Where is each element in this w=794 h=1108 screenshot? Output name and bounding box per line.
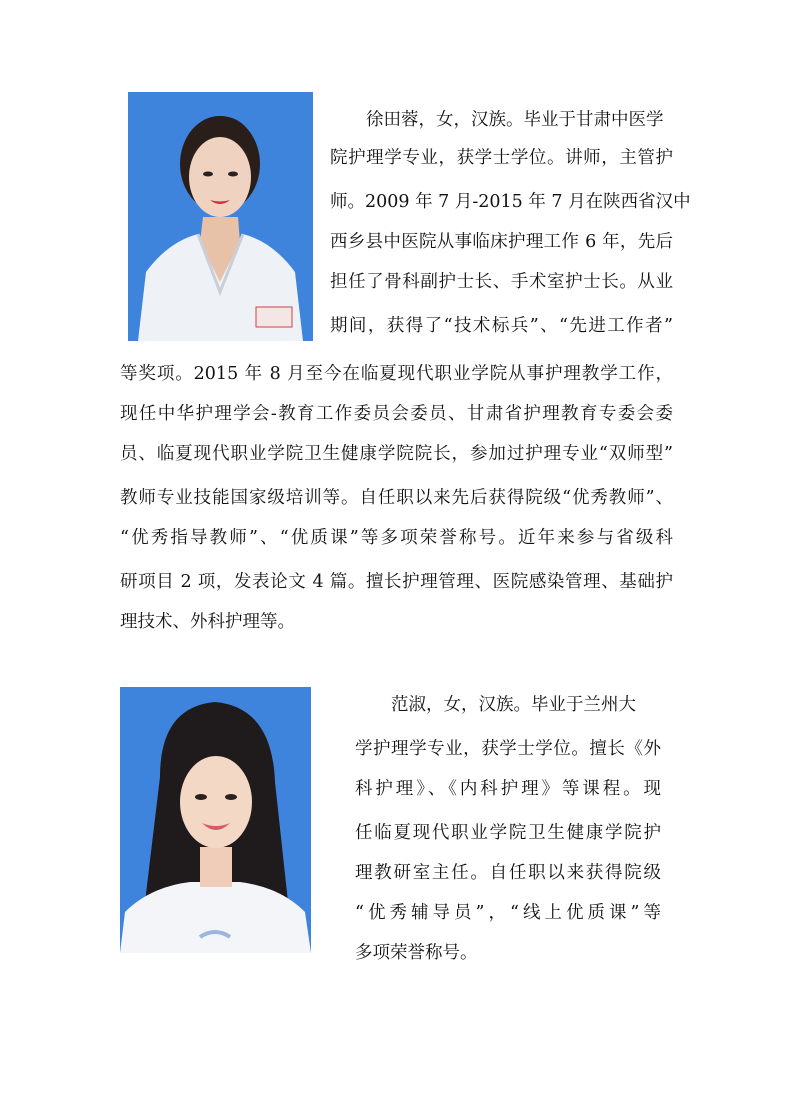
bio-line: “优秀辅导员”，“线上优质课”等 bbox=[355, 903, 661, 923]
bio-line: 院护理学专业，获学士学位。讲师，主管护 bbox=[330, 148, 673, 168]
bio-line: 徐田蓉，女，汉族。毕业于甘肃中医学 bbox=[366, 110, 664, 130]
bio-line: 期间，获得了“技术标兵”、“先进工作者” bbox=[330, 316, 673, 336]
bio-line: 现任中华护理学会-教育工作委员会委员、甘肃省护理教育专委会委 bbox=[120, 404, 673, 424]
bio-line: 西乡县中医院从事临床护理工作 6 年，先后 bbox=[330, 232, 673, 252]
bio-line: 等奖项。2015 年 8 月至今在临夏现代职业学院从事护理教学工作， bbox=[120, 364, 673, 384]
portrait-photo-1 bbox=[128, 92, 313, 341]
bio-line: 科护理》、《内科护理》等课程。现 bbox=[355, 779, 661, 799]
bio-line: 任临夏现代职业学院卫生健康学院护 bbox=[355, 823, 661, 843]
bio-line: 多项荣誉称号。 bbox=[355, 943, 478, 963]
bio-line: 学护理学专业，获学士学位。擅长《外 bbox=[355, 739, 661, 759]
bio-line: 范淑，女，汉族。毕业于兰州大 bbox=[391, 695, 636, 715]
bio-line: 教师专业技能国家级培训等。自任职以来先后获得院级“优秀教师”、 bbox=[120, 488, 673, 508]
bio-line: 担任了骨科副护士长、手术室护士长。从业 bbox=[330, 272, 673, 292]
bio-line: 理技术、外科护理等。 bbox=[120, 612, 295, 632]
bio-line: 理教研室主任。自任职以来获得院级 bbox=[355, 863, 661, 883]
bio-line: 员、临夏现代职业学院卫生健康学院院长，参加过护理专业“双师型” bbox=[120, 444, 673, 464]
bio-line: “优秀指导教师”、“优质课”等多项荣誉称号。近年来参与省级科 bbox=[120, 528, 673, 548]
portrait-photo-2 bbox=[120, 687, 311, 953]
bio-line: 师。2009 年 7 月-2015 年 7 月在陕西省汉中 bbox=[330, 192, 691, 212]
bio-line: 研项目 2 项，发表论文 4 篇。擅长护理管理、医院感染管理、基础护 bbox=[120, 572, 673, 592]
